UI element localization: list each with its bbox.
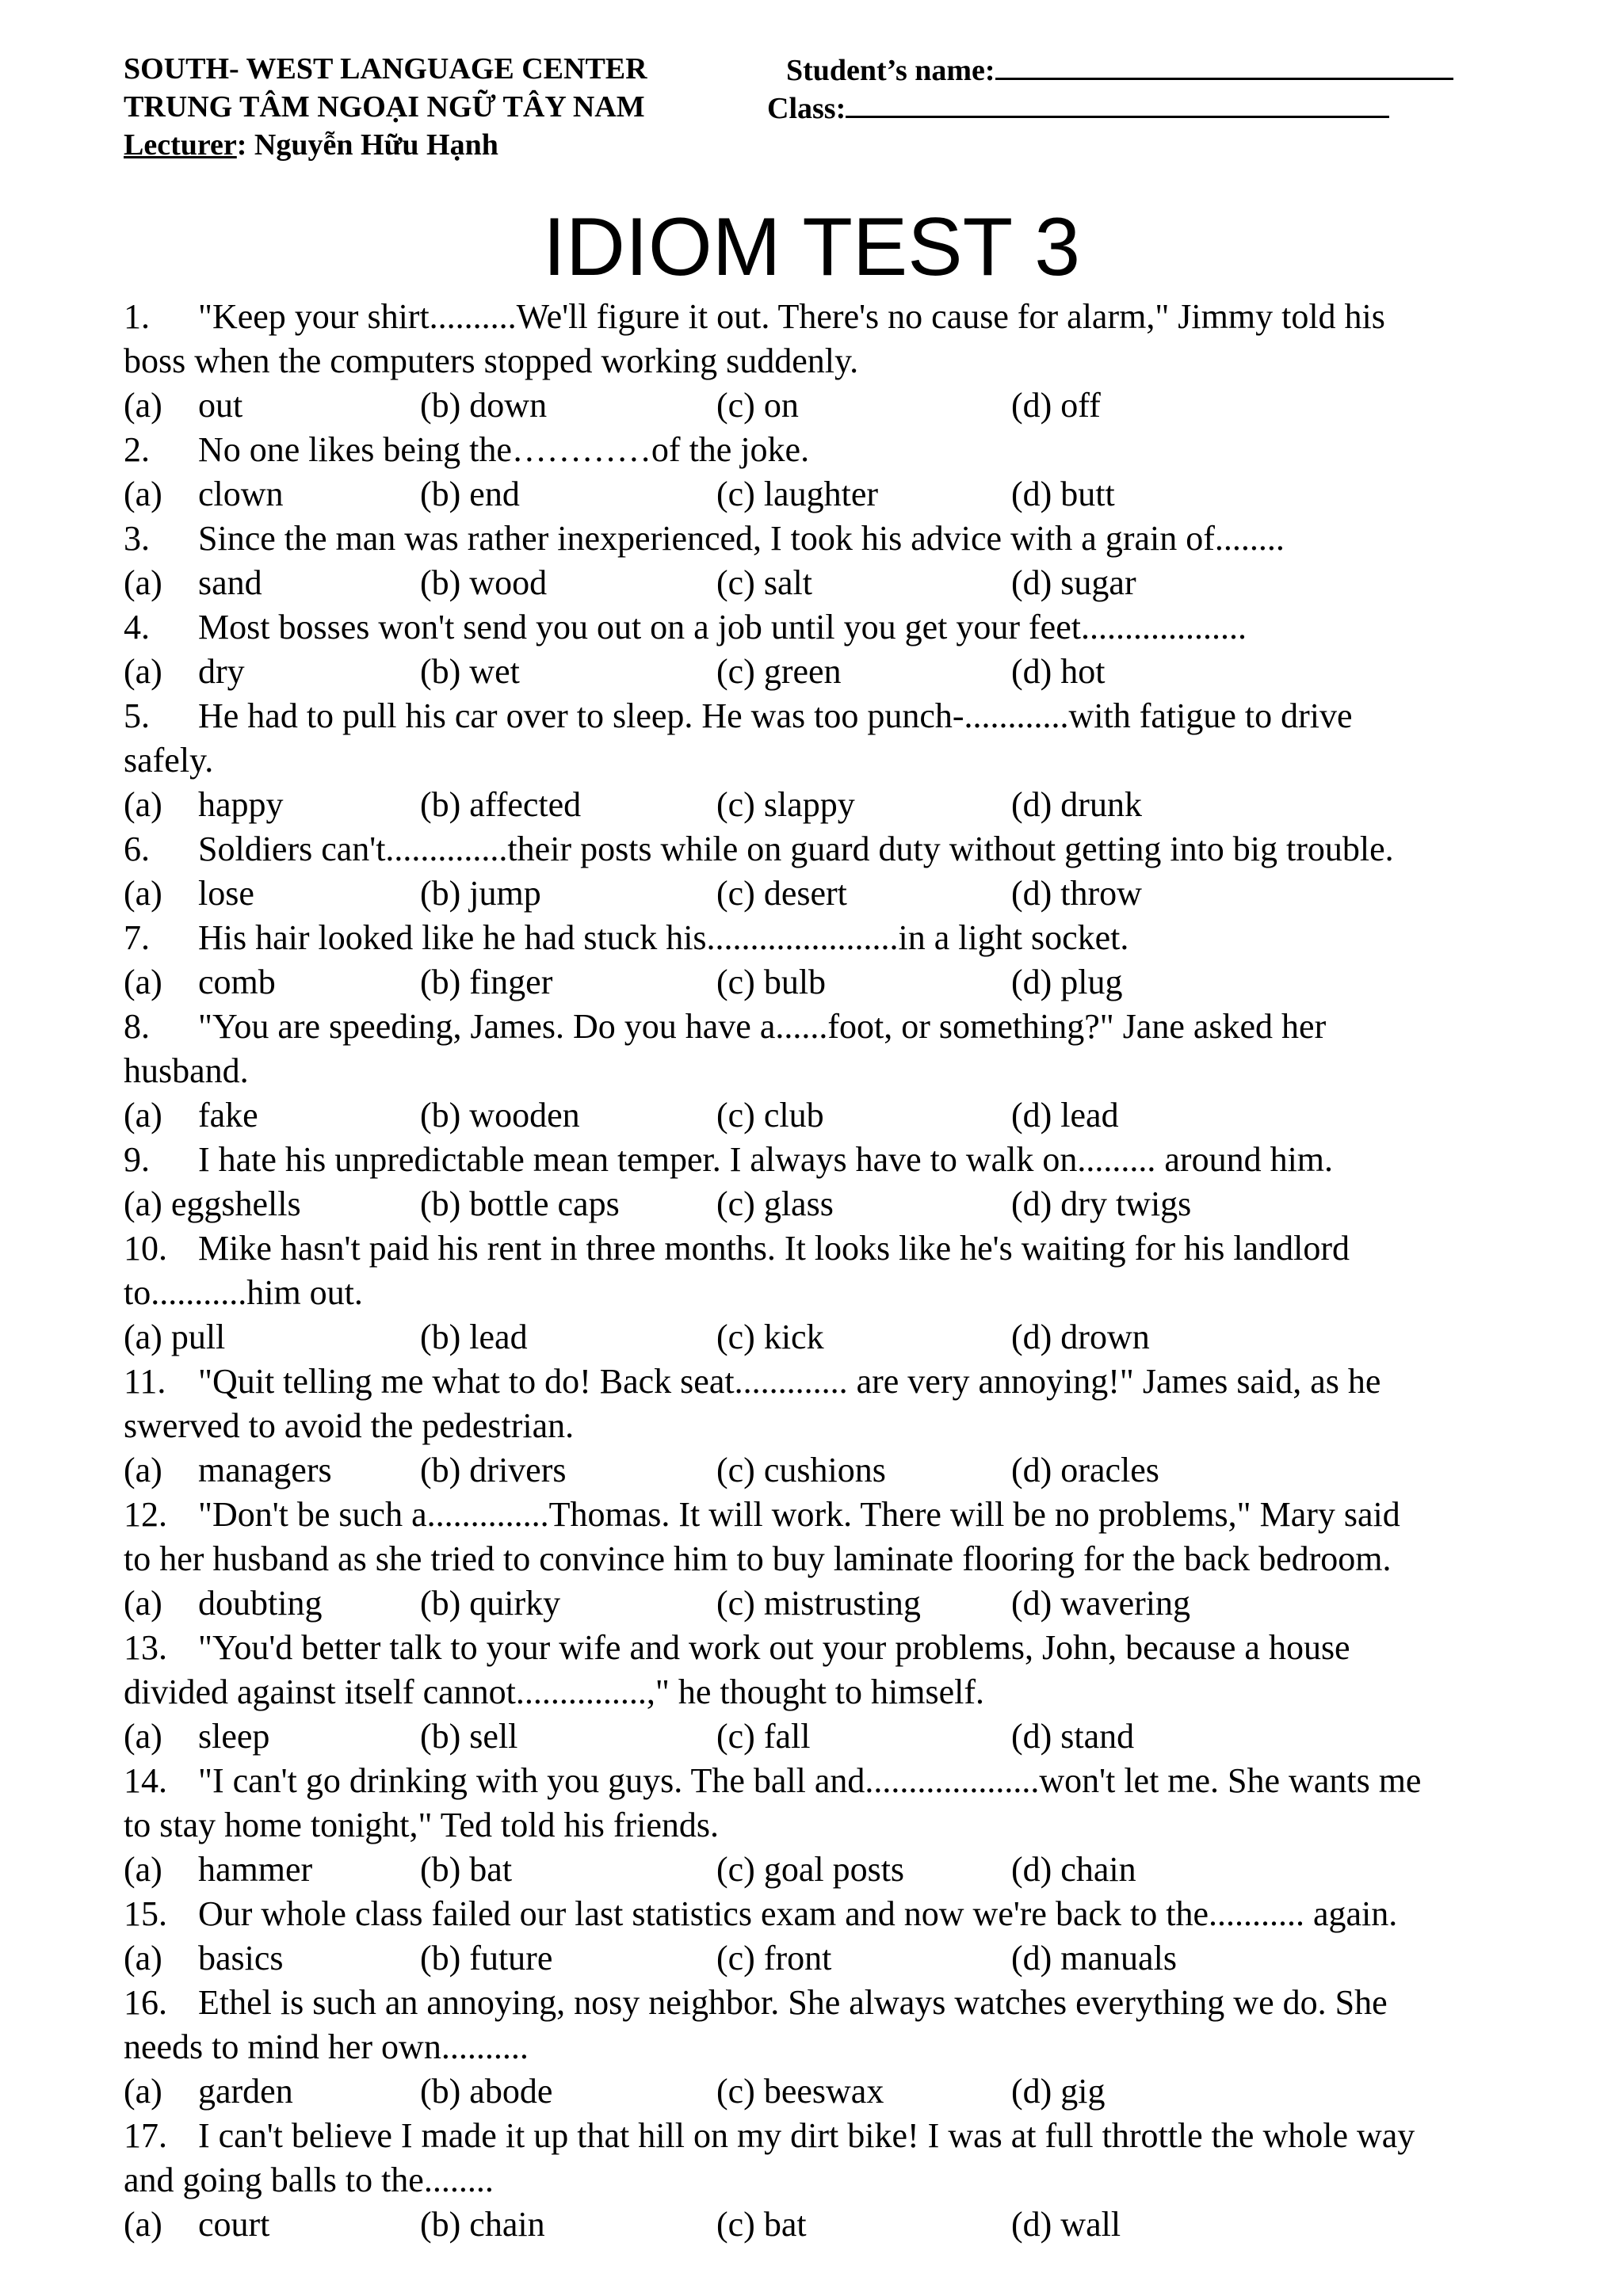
option-b[interactable]: (b) bottle caps [420, 1184, 620, 1223]
question-text: to her husband as she tried to convince him to buy laminate flooring for the back bedroom. [124, 1539, 1392, 1578]
option-c[interactable]: (c) beeswax [716, 2072, 884, 2111]
question-number: 2. [124, 430, 150, 469]
question-text: "Keep your shirt..........We'll figure it out. There's no cause for alarm," Jimmy told his [198, 297, 1385, 336]
question-item [124, 1759, 1550, 1892]
question-text-line [124, 2114, 1550, 2158]
option-b[interactable]: (b) end [420, 475, 520, 513]
question-number: 12. [124, 1495, 167, 1534]
option-a-label[interactable]: (a) [124, 2205, 162, 2244]
question-text-line [124, 694, 1550, 738]
question-text-line [124, 1005, 1550, 1049]
option-b[interactable]: (b) quirky [420, 1584, 561, 1623]
option-a-text[interactable]: hammer [198, 1850, 313, 1889]
question-item [124, 1892, 1550, 1981]
option-a-label[interactable]: (a) pull [124, 1318, 226, 1356]
question-item [124, 1138, 1550, 1226]
question-number: 6. [124, 830, 150, 868]
option-a-text[interactable]: clown [198, 475, 284, 513]
option-a-label[interactable]: (a) [124, 563, 162, 602]
option-b[interactable]: (b) drivers [420, 1451, 567, 1489]
option-a-label[interactable]: (a) eggshells [124, 1184, 301, 1223]
question-item [124, 1226, 1550, 1360]
option-a-text[interactable]: garden [198, 2072, 293, 2111]
option-d[interactable]: (d) wavering [1011, 1584, 1191, 1623]
option-a-label[interactable]: (a) [124, 874, 162, 913]
class-label: Class: [767, 92, 846, 125]
option-d[interactable]: (d) plug [1011, 963, 1123, 1001]
option-a-text[interactable]: fake [198, 1096, 258, 1135]
question-number: 5. [124, 696, 150, 735]
option-c[interactable]: (c) glass [716, 1184, 834, 1223]
question-text-continuation [124, 2158, 1550, 2203]
option-c[interactable]: (c) kick [716, 1318, 824, 1356]
answer-options [124, 1093, 1550, 1138]
option-d[interactable]: (d) butt [1011, 475, 1115, 513]
question-text-line [124, 1138, 1550, 1182]
question-text-line [124, 605, 1550, 650]
option-b[interactable]: (b) future [420, 1939, 553, 1978]
question-number: 13. [124, 1628, 167, 1667]
answer-options [124, 783, 1550, 827]
question-text: His hair looked like he had stuck his......................in a light socket. [198, 918, 1129, 957]
answer-options [124, 1848, 1550, 1892]
option-a-label[interactable]: (a) [124, 475, 162, 513]
question-text: Most bosses won't send you out on a job until you get your feet................... [198, 608, 1247, 646]
question-number: 10. [124, 1229, 167, 1268]
class-blank[interactable] [846, 89, 1389, 118]
lecturer-label: Lecturer [124, 128, 237, 162]
option-a-label[interactable]: (a) [124, 1717, 162, 1756]
option-a-label[interactable]: (a) [124, 386, 162, 425]
option-c[interactable]: (c) laughter [716, 475, 878, 513]
option-b[interactable]: (b) chain [420, 2205, 545, 2244]
option-d[interactable]: (d) sugar [1011, 563, 1136, 602]
question-number: 11. [124, 1362, 166, 1401]
option-d[interactable]: (d) wall [1011, 2205, 1121, 2244]
question-text-line [124, 428, 1550, 472]
option-b[interactable]: (b) lead [420, 1318, 528, 1356]
question-number: 7. [124, 918, 150, 957]
option-d[interactable]: (d) hot [1011, 652, 1106, 691]
option-b[interactable]: (b) sell [420, 1717, 518, 1756]
option-a-text[interactable]: doubting [198, 1584, 323, 1623]
question-text-continuation [124, 1537, 1550, 1581]
question-text-line [124, 1981, 1550, 2025]
option-b[interactable]: (b) wet [420, 652, 520, 691]
option-c[interactable]: (c) on [716, 386, 799, 425]
option-b[interactable]: (b) finger [420, 963, 553, 1001]
question-text: husband. [124, 1051, 249, 1090]
question-text: I can't believe I made it up that hill on my dirt bike! I was at full throttle the whole way [198, 2116, 1415, 2155]
option-a-text[interactable]: basics [198, 1939, 284, 1978]
option-a-text[interactable]: happy [198, 785, 284, 824]
answer-options [124, 2069, 1550, 2114]
question-number: 14. [124, 1761, 167, 1800]
option-d[interactable]: (d) drunk [1011, 785, 1142, 824]
question-item [124, 428, 1550, 517]
question-text-continuation [124, 2025, 1550, 2069]
question-number: 1. [124, 297, 150, 336]
option-a-label[interactable]: (a) [124, 1584, 162, 1623]
question-text: "You are speeding, James. Do you have a......foot, or something?" Jane asked her [198, 1007, 1327, 1046]
question-text: Soldiers can't..............their posts while on guard duty without getting into big trouble. [198, 830, 1394, 868]
question-text: He had to pull his car over to sleep. He was too punch-............with fatigue to drive [198, 696, 1353, 735]
lecturer-name: : Nguyễn Hữu Hạnh [236, 128, 498, 162]
question-item [124, 1981, 1550, 2114]
question-text-line [124, 1360, 1550, 1404]
option-d[interactable]: (d) chain [1011, 1850, 1136, 1889]
student-name-label: Student’s name: [786, 54, 995, 87]
option-a-label[interactable]: (a) [124, 1096, 162, 1135]
option-c[interactable]: (c) goal posts [716, 1850, 905, 1889]
question-text: "Don't be such a..............Thomas. It will work. There will be no problems," Mary said [198, 1495, 1400, 1534]
question-text: and going balls to the........ [124, 2161, 494, 2199]
option-d[interactable]: (d) oracles [1011, 1451, 1159, 1489]
question-number: 17. [124, 2116, 167, 2155]
option-d[interactable]: (d) lead [1011, 1096, 1119, 1135]
question-text: "You'd better talk to your wife and work out your problems, John, because a house [198, 1628, 1350, 1667]
question-item [124, 295, 1550, 428]
option-b[interactable]: (b) down [420, 386, 548, 425]
option-d[interactable]: (d) off [1011, 386, 1101, 425]
answer-options [124, 1581, 1550, 1626]
question-text-line [124, 827, 1550, 871]
class-field [767, 89, 1389, 127]
question-number: 9. [124, 1140, 150, 1179]
question-number: 16. [124, 1983, 167, 2022]
question-text: swerved to avoid the pedestrian. [124, 1406, 575, 1445]
option-a-text[interactable]: sleep [198, 1717, 270, 1756]
option-a-text[interactable]: lose [198, 874, 254, 913]
question-text: safely. [124, 741, 214, 780]
question-number: 8. [124, 1007, 150, 1046]
option-a-text[interactable]: dry [198, 652, 245, 691]
option-d[interactable]: (d) gig [1011, 2072, 1106, 2111]
question-item [124, 916, 1550, 1005]
question-item [124, 1626, 1550, 1759]
option-a-text[interactable]: comb [198, 963, 276, 1001]
question-item [124, 1493, 1550, 1626]
option-b[interactable]: (b) abode [420, 2072, 553, 2111]
answer-options [124, 561, 1550, 605]
answer-options [124, 1936, 1550, 1981]
question-text-continuation [124, 1271, 1550, 1315]
option-d[interactable]: (d) stand [1011, 1717, 1135, 1756]
question-text-line [124, 295, 1550, 339]
question-text-continuation [124, 1670, 1550, 1714]
question-text-line [124, 1493, 1550, 1537]
option-b[interactable]: (b) affected [420, 785, 582, 824]
question-text-line [124, 1626, 1550, 1670]
question-text: to...........him out. [124, 1273, 363, 1312]
option-a-text[interactable]: managers [198, 1451, 332, 1489]
option-c[interactable]: (c) fall [716, 1717, 811, 1756]
answer-options [124, 472, 1550, 517]
option-a-label[interactable]: (a) [124, 652, 162, 691]
option-c[interactable]: (c) club [716, 1096, 824, 1135]
question-text: Ethel is such an annoying, nosy neighbor. She always watches everything we do. She [198, 1983, 1388, 2022]
option-d[interactable]: (d) throw [1011, 874, 1142, 913]
center-name-vietnamese: TRUNG TÂM NGOẠI NGỮ TÂY NAM [124, 90, 645, 124]
question-text-line [124, 1892, 1550, 1936]
question-text-continuation [124, 1049, 1550, 1093]
center-name-english: SOUTH- WEST LANGUAGE CENTER [124, 52, 647, 86]
question-text-continuation [124, 1404, 1550, 1448]
option-a-label[interactable]: (a) [124, 1451, 162, 1489]
answer-options [124, 1714, 1550, 1759]
option-a-label[interactable]: (a) [124, 2072, 162, 2111]
option-b[interactable]: (b) wooden [420, 1096, 580, 1135]
answer-options [124, 1315, 1550, 1360]
question-item [124, 827, 1550, 916]
question-text: boss when the computers stopped working suddenly. [124, 341, 859, 380]
student-name-field [786, 51, 1453, 89]
question-text: I hate his unpredictable mean temper. I always have to walk on......... around him. [198, 1140, 1334, 1179]
question-text: Since the man was rather inexperienced, I took his advice with a grain of........ [198, 519, 1285, 558]
option-c[interactable]: (c) mistrusting [716, 1584, 921, 1623]
question-item [124, 517, 1550, 605]
option-c[interactable]: (c) salt [716, 563, 812, 602]
question-item [124, 605, 1550, 694]
option-c[interactable]: (c) green [716, 652, 842, 691]
question-item [124, 2114, 1550, 2247]
question-text: to stay home tonight," Ted told his friends. [124, 1806, 720, 1844]
question-number: 3. [124, 519, 150, 558]
answer-options [124, 383, 1550, 428]
option-c[interactable]: (c) slappy [716, 785, 855, 824]
option-b[interactable]: (b) bat [420, 1850, 513, 1889]
question-list [124, 295, 1550, 2247]
question-text: Mike hasn't paid his rent in three months. It looks like he's waiting for his landlord [198, 1229, 1350, 1268]
option-c[interactable]: (c) bat [716, 2205, 807, 2244]
option-a-label[interactable]: (a) [124, 1939, 162, 1978]
document-header [124, 51, 1550, 170]
question-number: 4. [124, 608, 150, 646]
question-text-line [124, 517, 1550, 561]
option-d[interactable]: (d) dry twigs [1011, 1184, 1192, 1223]
answer-options [124, 960, 1550, 1005]
lecturer-line [124, 127, 498, 163]
option-b[interactable]: (b) wood [420, 563, 548, 602]
option-a-text[interactable]: sand [198, 563, 262, 602]
option-b[interactable]: (b) jump [420, 874, 541, 913]
option-c[interactable]: (c) front [716, 1939, 832, 1978]
question-text-continuation [124, 738, 1550, 783]
option-a-label[interactable]: (a) [124, 785, 162, 824]
option-a-label[interactable]: (a) [124, 1850, 162, 1889]
answer-options [124, 1182, 1550, 1226]
question-text: "Quit telling me what to do! Back seat............. are very annoying!" James said, as he [198, 1362, 1381, 1401]
question-item [124, 694, 1550, 827]
question-text-line [124, 1759, 1550, 1803]
question-text-line [124, 916, 1550, 960]
question-text-continuation [124, 339, 1550, 383]
test-title: IDIOM TEST 3 [542, 201, 1081, 293]
answer-options [124, 2203, 1550, 2247]
answer-options [124, 1448, 1550, 1493]
option-c[interactable]: (c) desert [716, 874, 847, 913]
question-text-continuation [124, 1803, 1550, 1848]
question-item [124, 1005, 1550, 1138]
question-text-line [124, 1226, 1550, 1271]
question-text: divided against itself cannot...............," he thought to himself. [124, 1672, 985, 1711]
answer-options [124, 650, 1550, 694]
student-name-blank[interactable] [995, 51, 1453, 80]
question-text: No one likes being the…………of the joke. [198, 430, 810, 469]
option-a-text[interactable]: court [198, 2205, 270, 2244]
option-c[interactable]: (c) bulb [716, 963, 827, 1001]
question-text: "I can't go drinking with you guys. The ball and....................won't let me. She wants me [198, 1761, 1422, 1800]
question-item [124, 1360, 1550, 1493]
answer-options [124, 871, 1550, 916]
question-number: 15. [124, 1894, 167, 1933]
question-text: needs to mind her own.......... [124, 2027, 529, 2066]
option-d[interactable]: (d) manuals [1011, 1939, 1177, 1978]
option-a-label[interactable]: (a) [124, 963, 162, 1001]
option-d[interactable]: (d) drown [1011, 1318, 1150, 1356]
option-a-text[interactable]: out [198, 386, 243, 425]
option-c[interactable]: (c) cushions [716, 1451, 886, 1489]
question-text: Our whole class failed our last statistics exam and now we're back to the........... again. [198, 1894, 1398, 1933]
